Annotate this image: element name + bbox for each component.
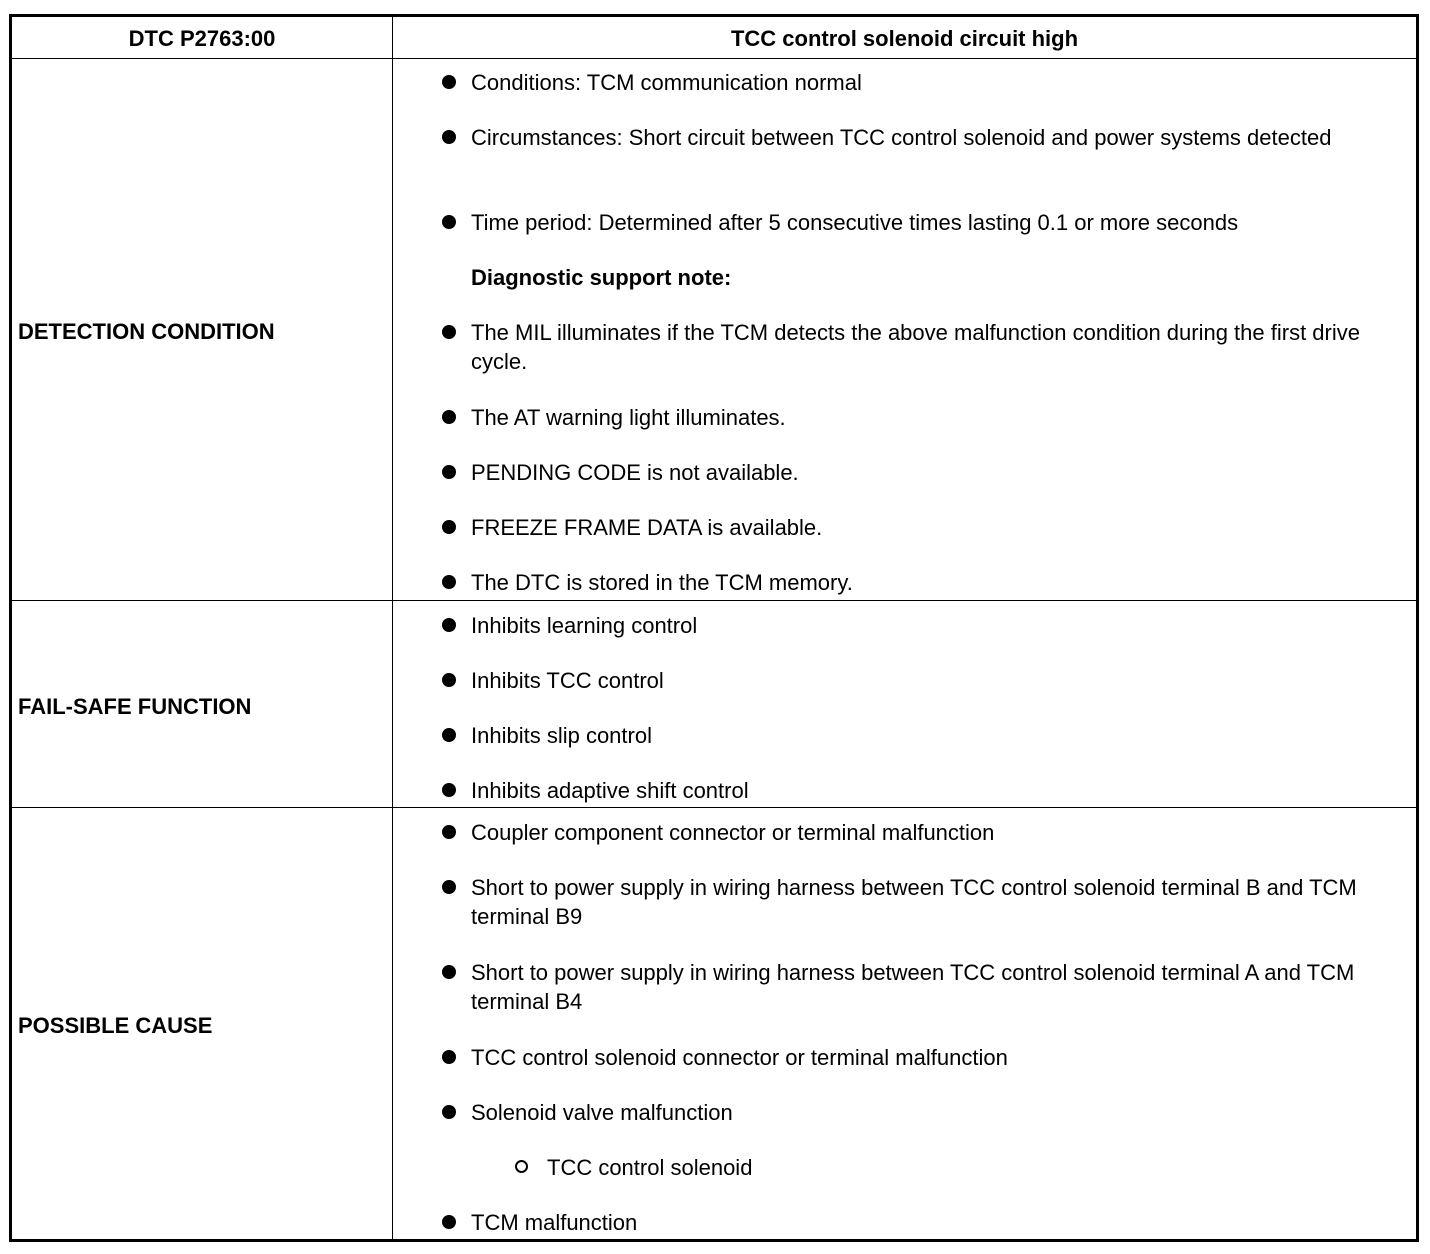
cause-item: Short to power supply in wiring harness between TCC control solenoid terminal B and TCM terminal B9	[471, 875, 1357, 929]
label-detection-condition: DETECTION CONDITION	[18, 319, 275, 344]
bullet-icon	[442, 1105, 456, 1119]
bullet-icon	[442, 1215, 456, 1229]
bullet-icon	[442, 575, 456, 589]
label-possible-cause: POSSIBLE CAUSE	[18, 1013, 213, 1038]
note-item: FREEZE FRAME DATA is available.	[471, 515, 823, 540]
fail-safe-item: Inhibits slip control	[471, 723, 652, 748]
note-item: The AT warning light illuminates.	[471, 405, 786, 430]
label-fail-safe-function: FAIL-SAFE FUNCTION	[18, 694, 252, 719]
bullet-icon	[442, 673, 456, 687]
cause-item: TCM malfunction	[471, 1210, 638, 1235]
note-item: PENDING CODE is not available.	[471, 460, 799, 485]
column-divider	[392, 17, 393, 1239]
bullet-icon	[442, 880, 456, 894]
bullet-icon	[442, 410, 456, 424]
bullet-icon	[442, 130, 456, 144]
detection-item: Time period: Determined after 5 consecutive times lasting 0.1 or more seconds	[471, 210, 1239, 235]
bullet-icon	[442, 825, 456, 839]
hollow-bullet-icon	[515, 1160, 528, 1173]
note-item: The MIL illuminates if the TCM detects the above malfunction condition during the first drive cycle.	[471, 320, 1360, 374]
cause-item: Solenoid valve malfunction	[471, 1100, 733, 1125]
detection-item: Conditions: TCM communication normal	[471, 70, 862, 95]
row-divider-failsafe	[12, 807, 1416, 808]
header-dtc-title: TCC control solenoid circuit high	[730, 26, 1079, 51]
bullet-icon	[442, 325, 456, 339]
cause-item: Short to power supply in wiring harness between TCC control solenoid terminal A and TCM terminal B4	[471, 960, 1355, 1014]
note-item: The DTC is stored in the TCM memory.	[471, 570, 853, 595]
fail-safe-item: Inhibits adaptive shift control	[471, 778, 749, 803]
bullet-icon	[442, 215, 456, 229]
bullet-icon	[442, 465, 456, 479]
fail-safe-item: Inhibits learning control	[471, 613, 698, 638]
bullet-icon	[442, 783, 456, 797]
diagnostic-note-title: Diagnostic support note:	[471, 265, 732, 290]
header-dtc-code: DTC P2763:00	[128, 26, 276, 51]
bullet-icon	[442, 618, 456, 632]
bullet-icon	[442, 520, 456, 534]
fail-safe-item: Inhibits TCC control	[471, 668, 664, 693]
row-divider-detection	[12, 600, 1416, 601]
bullet-icon	[442, 728, 456, 742]
cause-item: TCC control solenoid connector or terminal malfunction	[471, 1045, 1008, 1070]
dtc-table	[9, 14, 1419, 1242]
bullet-icon	[442, 75, 456, 89]
bullet-icon	[442, 1050, 456, 1064]
cause-item: Coupler component connector or terminal malfunction	[471, 820, 995, 845]
cause-sub-item: TCC control solenoid	[547, 1155, 753, 1180]
detection-item: Circumstances: Short circuit between TCC control solenoid and power systems detected	[471, 125, 1332, 150]
bullet-icon	[442, 965, 456, 979]
